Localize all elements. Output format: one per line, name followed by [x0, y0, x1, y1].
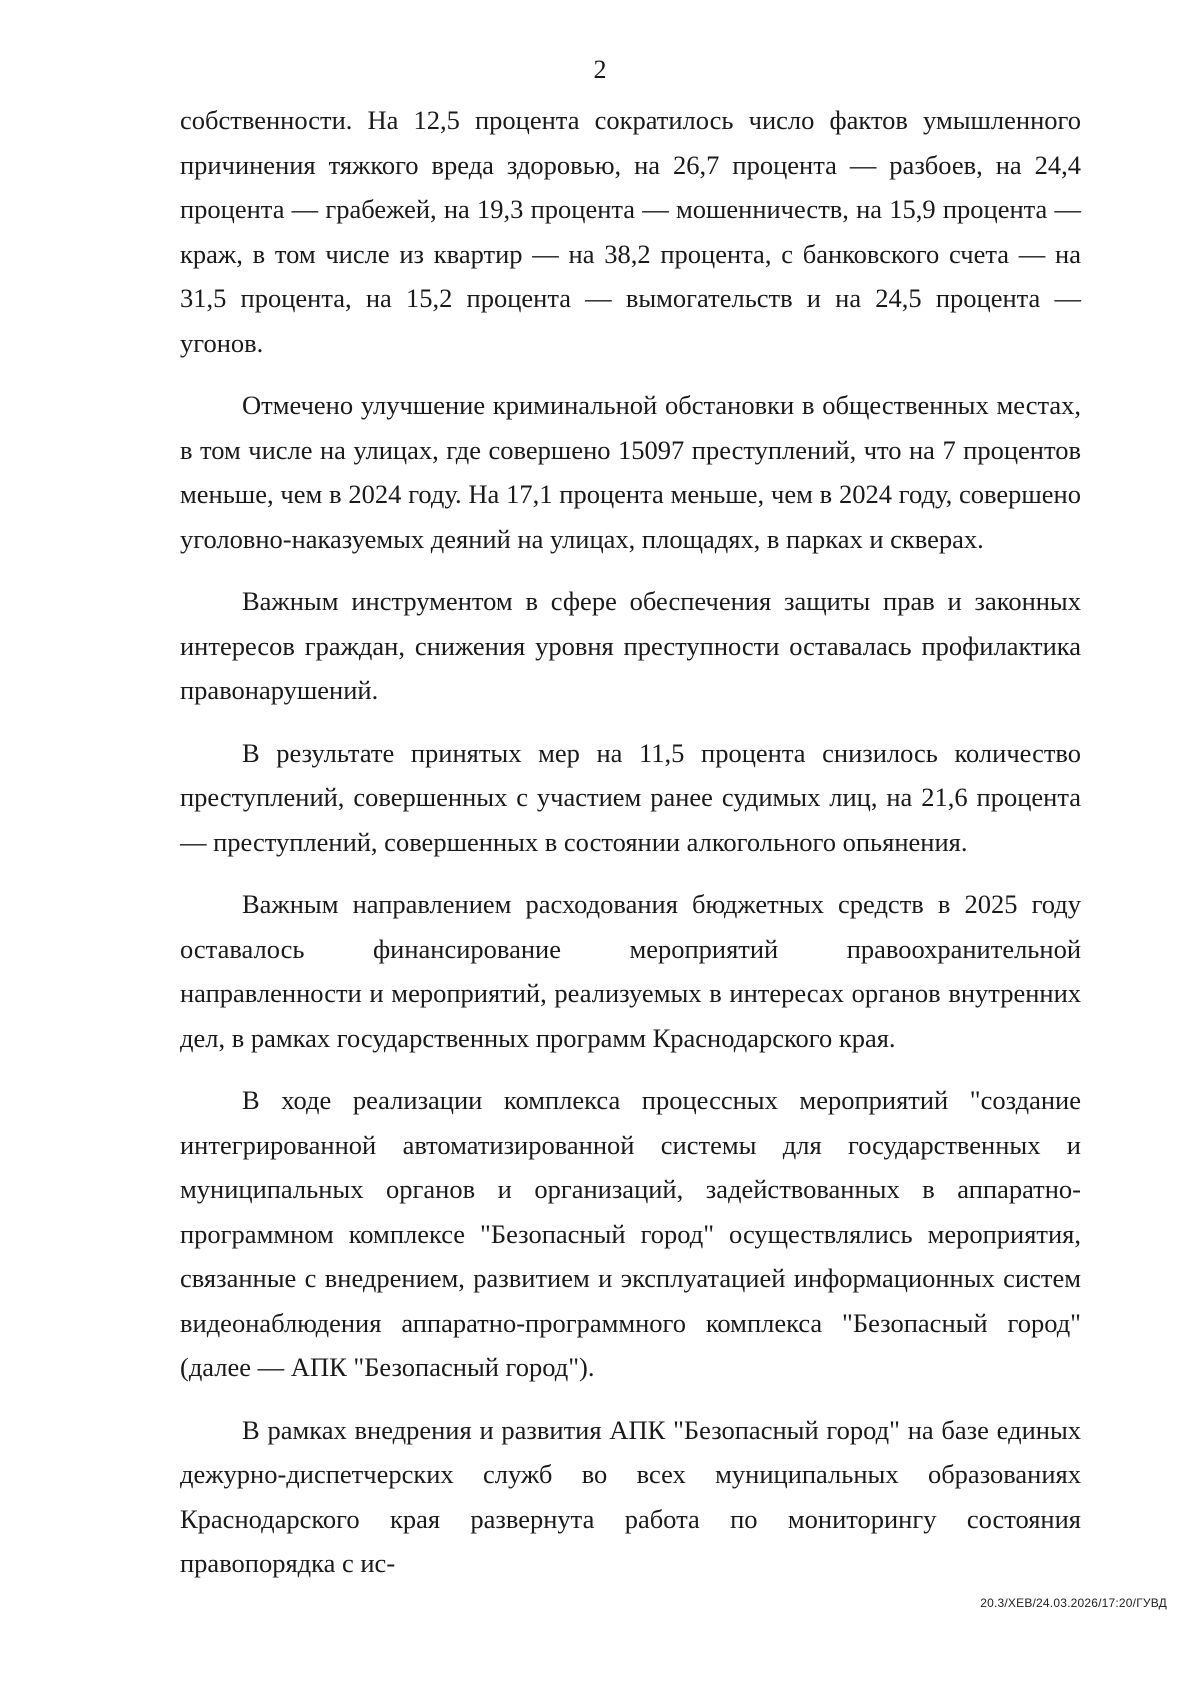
page-number: 2: [593, 55, 607, 84]
registration-stamp: 20.3/ХЕВ/24.03.2026/17:20/ГУВД: [980, 1596, 1167, 1610]
paragraph-crime-statistics: собственности. На 12,5 процента сократилось число фактов умышленного причинения тяжкого вреда здоровью, на 26,7 процента — разбоев, на 24,4 процента — грабежей, на 19,3 процента — мошенничеств, на 15,9 процента — краж, в том числе из квартир — на 38,2 процента, с банковского счета — на 31,5 процента, на 15,2 процента — вымогательств и на 24,5 процента — угонов.: [180, 105, 1081, 358]
paragraph-safe-city-system: В ходе реализации комплекса процессных мероприятий "создание интегрированной автоматизированной системы для государственных и муниципальных органов и организаций, задействованных в аппаратно-программном комплексе "Безопасный город" осуществлялись мероприятия, связанные с внедрением, развитием и эксплуатацией информационных систем видеонаблюдения аппаратно-программного комплекса "Безопасный город" (далее — АПК "Безопасный город").: [180, 1085, 1081, 1382]
paragraph-budget: Важным направлением расходования бюджетных средств в 2025 году оставалось финансирование мероприятий правоохранительной направленности и мероприятий, реализуемых в интересах органов внутренних дел, в рамках государственных программ Краснодарского края.: [180, 889, 1081, 1053]
paragraph-results: В результате принятых мер на 11,5 процента снизилось количество преступлений, совершенных с участием ранее судимых лиц, на 21,6 процента — преступлений, совершенных в состоянии алкогольного опьянения.: [180, 737, 1081, 857]
paragraph-safe-city-monitoring: В рамках внедрения и развития АПК "Безопасный город" на базе единых дежурно-диспетчерских служб во всех муниципальных образованиях Краснодарского края развернута работа по мониторингу состояния правопорядка с ис-: [180, 1414, 1081, 1578]
paragraph-public-places: Отмечено улучшение криминальной обстановки в общественных местах, в том числе на улицах, где совершено 15097 преступлений, что на 7 процентов меньше, чем в 2024 году. На 17,1 процента меньше, чем в 2024 году, совершено уголовно-наказуемых деяний на улицах, площадях, в парках и скверах.: [180, 390, 1081, 554]
document-body: [180, 98, 1081, 1604]
paragraph-prevention: Важным инструментом в сфере обеспечения защиты прав и законных интересов граждан, снижения уровня преступности оставалась профилактика правонарушений.: [180, 586, 1081, 705]
